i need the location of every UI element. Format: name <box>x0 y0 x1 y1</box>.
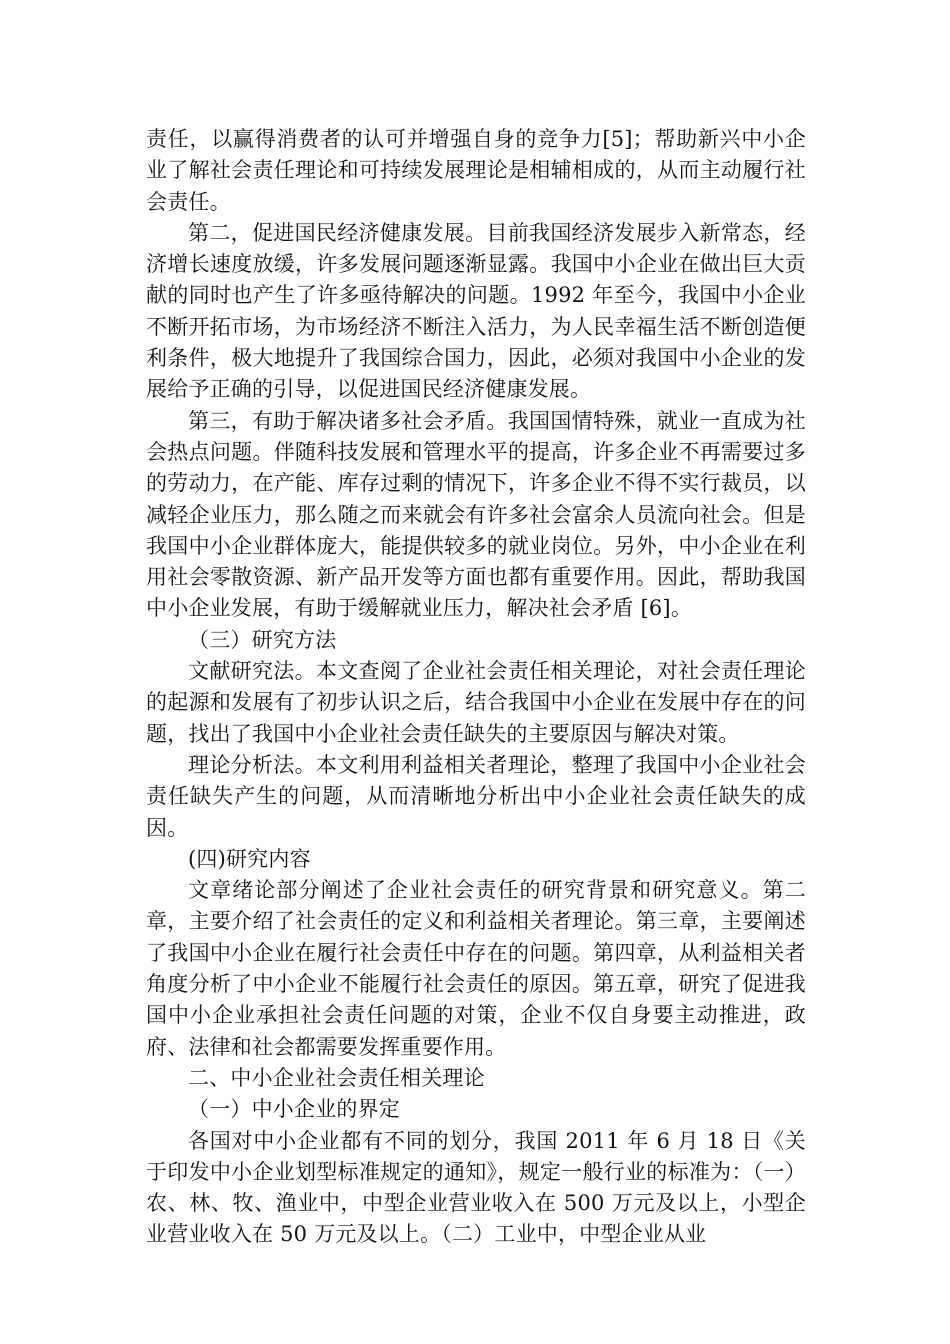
paragraph-content-outline: 文章绪论部分阐述了企业社会责任的研究背景和研究意义。第二章，主要介绍了社会责任的定义和利益相关者理论。第三章，主要阐述了我国中小企业在履行社会责任中存在的问题。第四章，从利益相关者角度分析了中小企业不能履行社会责任的原因。第五章，研究了促进我国中小企业承担社会责任问题的对策，企业不仅自身要主动推进，政府、法律和社会都需要发挥重要作用。 <box>146 878 806 1059</box>
paragraph-second-point: 第二，促进国民经济健康发展。目前我国经济发展步入新常态，经济增长速度放缓，许多发展问题逐渐显露。我国中小企业在做出巨大贡献的同时也产生了许多亟待解决的问题。1992 年至今，我国中小企业不断开拓市场，为市场经济不断注入活力，为人民幸福生活不断创造便利条件，极大地提升了我国综合国力，因此，必须对我国中小企业的发展给予正确的引导，以促进国民经济健康发展。 <box>146 220 806 402</box>
paragraph-theory-method: 理论分析法。本文利用利益相关者理论，整理了我国中小企业社会责任缺失产生的问题，从而清晰地分析出中小企业社会责任缺失的成因。 <box>146 752 806 840</box>
section-heading-research-content: (四)研究内容 <box>188 846 311 871</box>
paragraph-continuation: 责任，以赢得消费者的认可并增强自身的竞争力[5]；帮助新兴中小企业了解社会责任理论和可持续发展理论是相辅相成的，从而主动履行社会责任。 <box>146 127 806 214</box>
section-heading-sme-definition: （一）中小企业的界定 <box>188 1097 400 1122</box>
chapter-heading-theory: 二、中小企业社会责任相关理论 <box>188 1065 485 1090</box>
paragraph-third-point: 第三，有助于解决诸多社会矛盾。我国国情特殊，就业一直成为社会热点问题。伴随科技发展和管理水平的提高，许多企业不再需要过多的劳动力，在产能、库存过剩的情况下，许多企业不得不实行裁员，以减轻企业压力，那么随之而来就会有许多社会富余人员流向社会。但是我国中小企业群体庞大，能提供较多的就业岗位。另外，中小企业在利用社会零散资源、新产品开发等方面也都有重要作用。因此，帮助我国中小企业发展，有助于缓解就业压力，解决社会矛盾 [6]。 <box>146 408 806 621</box>
section-heading-research-methods: （三）研究方法 <box>188 627 337 652</box>
paragraph-literature-method: 文献研究法。本文查阅了企业社会责任相关理论，对社会责任理论的起源和发展有了初步认识之后，结合我国中小企业在发展中存在的问题，找出了我国中小企业社会责任缺失的主要原因与解决对策。 <box>146 659 806 746</box>
document-page <box>146 124 806 1251</box>
paragraph-sme-standards: 各国对中小企业都有不同的划分，我国 2011 年 6 月 18 日《关于印发中小企业划型标准规定的通知》，规定一般行业的标准为：（一）农、林、牧、渔业中，中型企业营业收入在 500 万元及以上，小型企业营业收入在 50 万元及以上。（二）工业中，中型企业从业 <box>146 1128 806 1247</box>
